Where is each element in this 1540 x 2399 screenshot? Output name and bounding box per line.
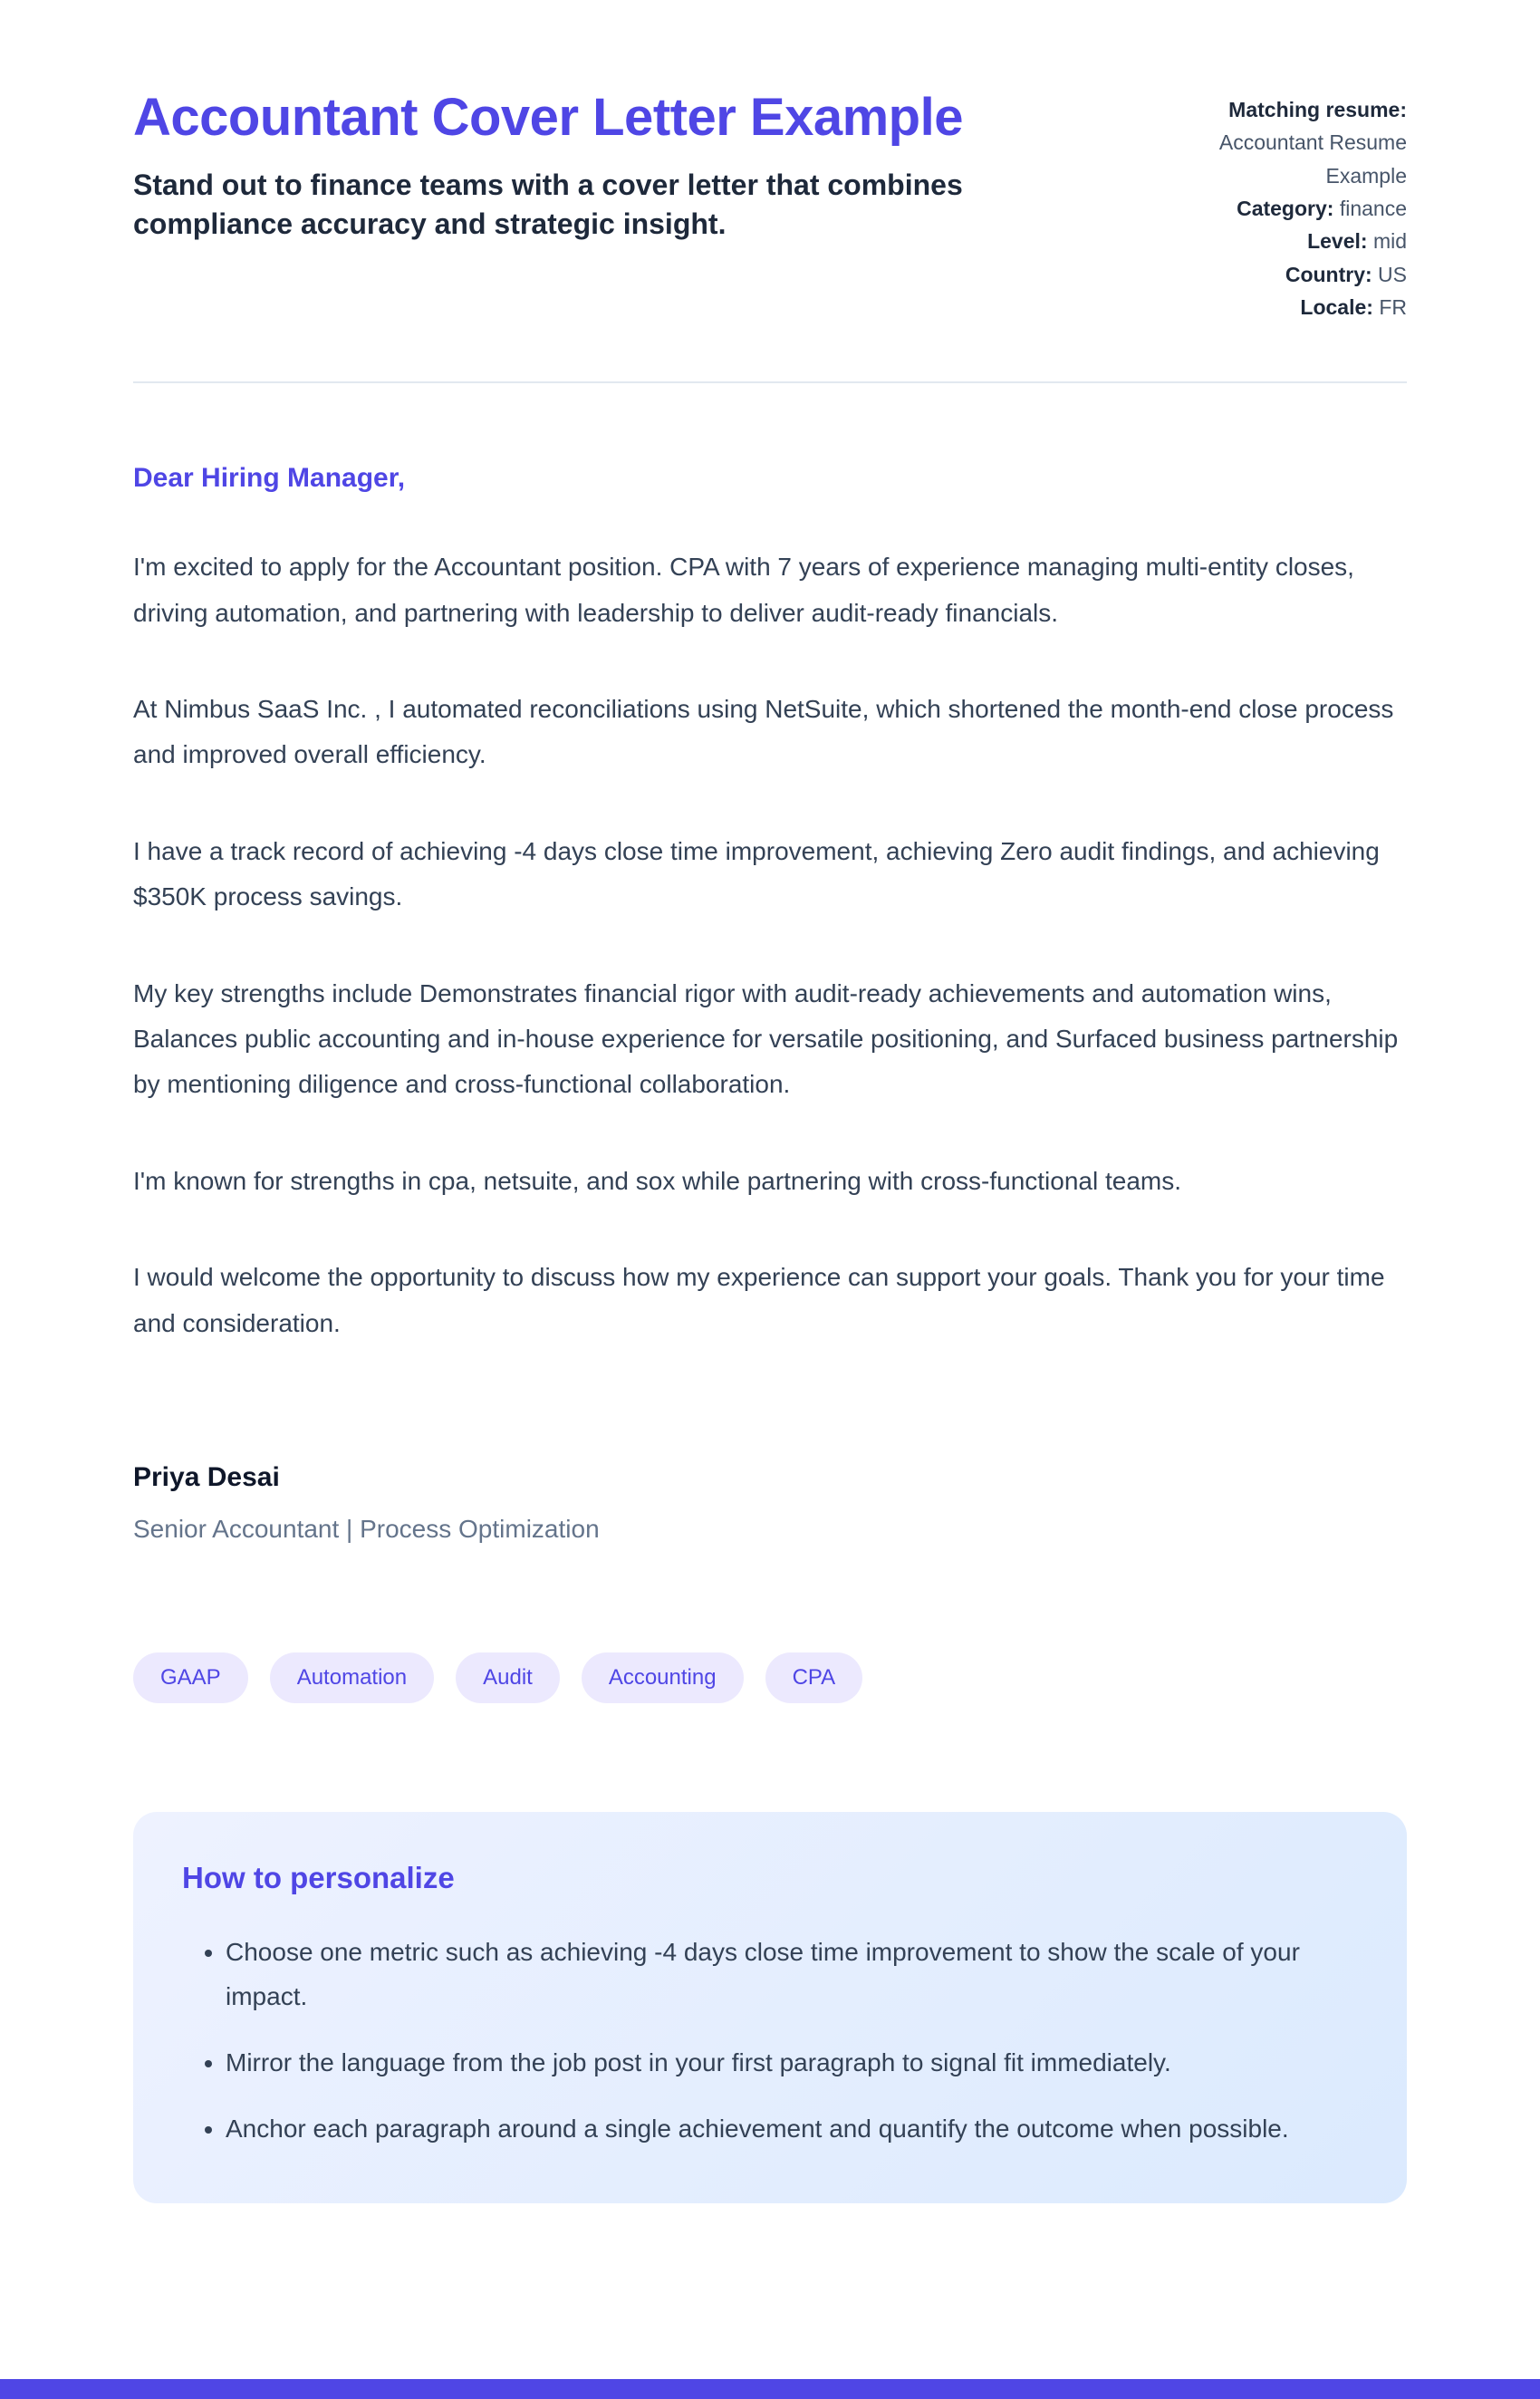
divider	[133, 381, 1407, 383]
meta-label: Country:	[1285, 262, 1372, 286]
content	[133, 0, 1407, 2379]
header-left	[133, 86, 985, 244]
meta-row-country	[1164, 258, 1407, 291]
cover-letter-body	[133, 463, 1407, 1544]
meta-value: US	[1378, 262, 1407, 286]
meta-value: finance	[1339, 196, 1407, 220]
meta-label: Locale:	[1300, 294, 1373, 319]
meta-label: Level:	[1307, 229, 1368, 254]
meta-value: mid	[1372, 229, 1407, 254]
meta-label: Category:	[1237, 196, 1334, 220]
letter-paragraph: My key strengths include Demonstrates financial rigor with audit-ready achievements and automation wins, Balances public accounting and in-house experience for versatile positioning, and Surfaced business partnership by mentioning diligence and cross-functional collaboration.	[133, 978, 1399, 1099]
letter-paragraph: At Nimbus SaaS Inc. , I automated reconciliations using NetSuite, which shortened the month-end close process and improved overall efficiency.	[133, 695, 1394, 769]
personalize-tips	[182, 1930, 1358, 2151]
tag-list	[133, 1652, 1407, 1703]
signature-name: Priya Desai	[133, 1461, 280, 1492]
tag-cpa[interactable]: CPA	[765, 1652, 863, 1703]
personalize-tip: • Anchor each paragraph around a single achievement and quantify the outcome when possible.	[226, 2106, 1358, 2151]
signature-title: Senior Accountant | Process Optimization	[133, 1514, 600, 1543]
tag-automation[interactable]: Automation	[270, 1652, 434, 1703]
salutation: Dear Hiring Manager,	[133, 463, 406, 494]
letter-paragraph: I have a track record of achieving -4 days close time improvement, achieving Zero audit findings, and achieving $350K process savings.	[133, 836, 1380, 911]
letter-paragraph: I'm excited to apply for the Accountant position. CPA with 7 years of experience managing multi-entity closes, driving automation, and partnering with leadership to deliver audit-ready financials.	[133, 553, 1354, 627]
page-title: Accountant Cover Letter Example	[133, 88, 963, 147]
letter-paragraph: I would welcome the opportunity to discuss how my experience can support your goals. Thank you for your time and consideration.	[133, 1263, 1385, 1337]
page-subtitle: Stand out to finance teams with a cover letter that combines compliance accuracy and strategic insight.	[133, 168, 963, 240]
personalize-tip: • Mirror the language from the job post in your first paragraph to signal fit immediately.	[226, 2040, 1358, 2085]
meta-label: Matching resume:	[1228, 98, 1407, 121]
meta-row-locale	[1164, 291, 1407, 323]
tag-audit[interactable]: Audit	[456, 1652, 560, 1703]
header	[133, 86, 1407, 323]
tag-accounting[interactable]: Accounting	[582, 1652, 744, 1703]
meta-row-matching-resume	[1164, 93, 1407, 192]
resume-meta	[1164, 86, 1407, 323]
footer-bar	[0, 2379, 1540, 2399]
personalize-tip: • Choose one metric such as achieving -4 days close time improvement to show the scale of your impact.	[226, 1930, 1358, 2018]
personalize-card	[133, 1812, 1407, 2203]
personalize-title: How to personalize	[182, 1860, 455, 1894]
meta-value: Accountant Resume Example	[1218, 130, 1407, 188]
meta-row-category	[1164, 192, 1407, 225]
meta-row-level	[1164, 225, 1407, 257]
letter-paragraph: I'm known for strengths in cpa, netsuite, and sox while partnering with cross-functional teams.	[133, 1166, 1182, 1195]
tag-gaap[interactable]: GAAP	[133, 1652, 248, 1703]
meta-value: FR	[1379, 294, 1407, 319]
